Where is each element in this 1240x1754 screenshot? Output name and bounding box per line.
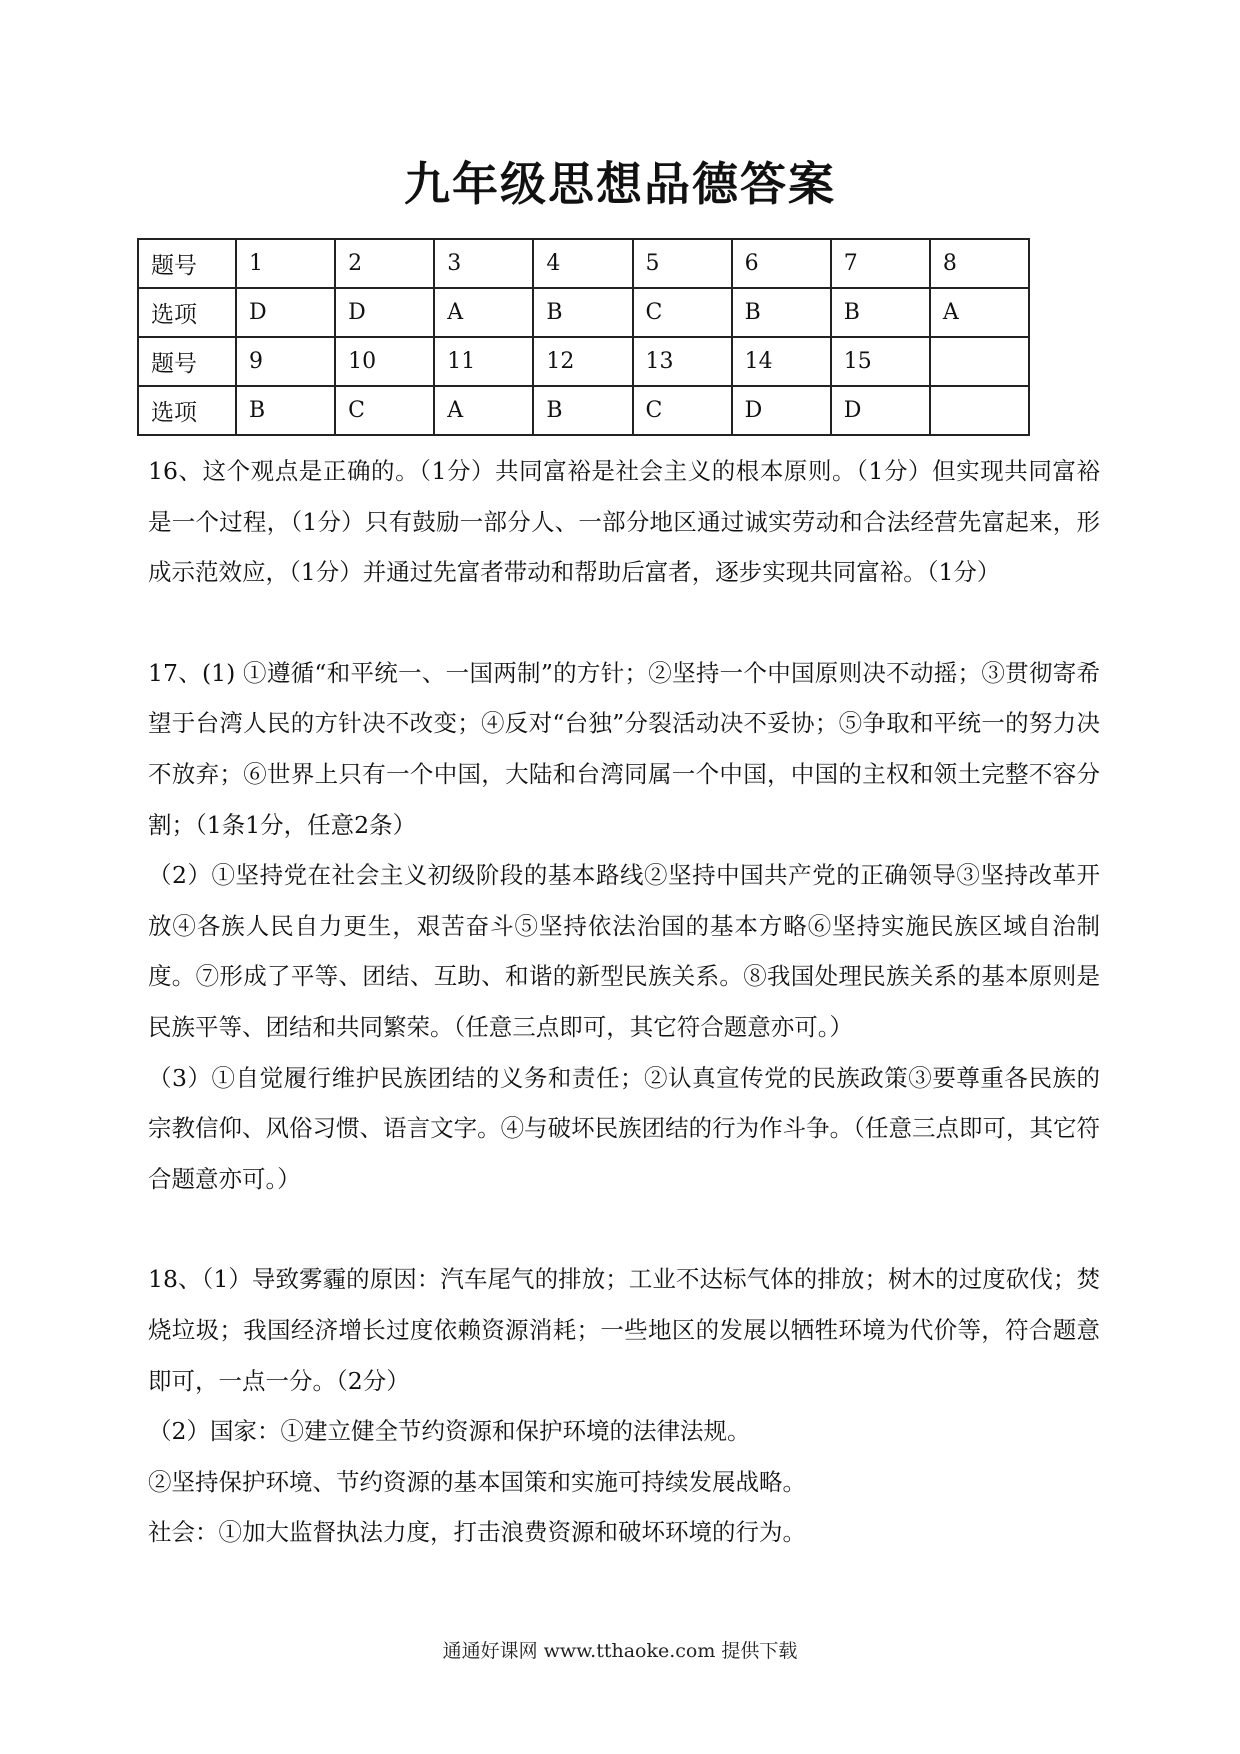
table-row-header: 题号: [138, 239, 236, 288]
table-row: [138, 386, 1029, 435]
table-cell: [930, 386, 1029, 435]
table-cell: B: [732, 288, 831, 337]
table-row: [138, 288, 1029, 337]
table-cell: B: [533, 386, 632, 435]
table-cell: A: [930, 288, 1029, 337]
table-cell: 11: [434, 337, 533, 386]
answer-q18-part3: ②坚持保护环境、节约资源的基本国策和实施可持续发展战略。: [148, 1467, 806, 1496]
table-cell: D: [236, 288, 335, 337]
footer-source: 通通好课网 www.tthaoke.com 提供下载: [442, 1640, 798, 1662]
table-row-header: 题号: [138, 337, 236, 386]
table-row: [138, 337, 1029, 386]
table-cell: C: [633, 386, 732, 435]
table-cell: 15: [831, 337, 930, 386]
table-cell: 4: [533, 239, 632, 288]
answer-table: [137, 238, 1030, 436]
table-cell: D: [732, 386, 831, 435]
answer-q17-part2: （2）①坚持党在社会主义初级阶段的基本路线②坚持中国共产党的正确领导③坚持改革开放④各族人民自力更生，艰苦奋斗⑤坚持依法治国的基本方略⑥坚持实施民族区域自治制度。⑦形成了平等、团结、互助、和谐的新型民族关系。⑧我国处理民族关系的基本原则是民族平等、团结和共同繁荣。（任意三点即可，其它符合题意亦可。）: [148, 861, 1100, 1041]
table-cell: A: [434, 288, 533, 337]
table-cell: 2: [335, 239, 434, 288]
table-cell: 3: [434, 239, 533, 288]
table-cell: 9: [236, 337, 335, 386]
answer-q17-part1: 17、(1) ①遵循“和平统一、一国两制”的方针；②坚持一个中国原则决不动摇；③贯彻寄希望于台湾人民的方针决不改变；④反对“台独”分裂活动决不妥协；⑤争取和平统一的努力决不放弃；⑥世界上只有一个中国，大陆和台湾同属一个中国，中国的主权和领土完整不容分割；（1条1分，任意2条）: [148, 658, 1100, 839]
table-cell: 14: [732, 337, 831, 386]
table-cell: [930, 337, 1029, 386]
table-cell: 10: [335, 337, 434, 386]
table-cell: 12: [533, 337, 632, 386]
table-row-header: 选项: [138, 288, 236, 337]
table-cell: D: [831, 386, 930, 435]
table-cell: D: [335, 288, 434, 337]
table-cell: 13: [633, 337, 732, 386]
answer-q16: 16、这个观点是正确的。（1分）共同富裕是社会主义的根本原则。（1分）但实现共同富裕是一个过程，（1分）只有鼓励一部分人、一部分地区通过诚实劳动和合法经营先富起来，形成示范效应，（1分）并通过先富者带动和帮助后富者，逐步实现共同富裕。（1分）: [148, 457, 1100, 587]
table-cell: 6: [732, 239, 831, 288]
table-cell: 5: [633, 239, 732, 288]
table-cell: C: [335, 386, 434, 435]
answer-q18-part4: 社会：①加大监督执法力度，打击浪费资源和破坏环境的行为。: [148, 1518, 806, 1547]
table-row-header: 选项: [138, 386, 236, 435]
table-cell: B: [533, 288, 632, 337]
page-title: 九年级思想品德答案: [404, 157, 836, 211]
table-row: [138, 239, 1029, 288]
table-cell: B: [831, 288, 930, 337]
table-cell: A: [434, 386, 533, 435]
table-cell: 7: [831, 239, 930, 288]
table-cell: B: [236, 386, 335, 435]
table-cell: 8: [930, 239, 1029, 288]
answer-body-text: [148, 446, 1100, 1558]
table-cell: C: [633, 288, 732, 337]
table-cell: 1: [236, 239, 335, 288]
answer-q18-part2: （2）国家：①建立健全节约资源和保护环境的法律法规。: [148, 1417, 751, 1446]
answer-q18-part1: 18、（1）导致雾霾的原因：汽车尾气的排放；工业不达标气体的排放；树木的过度砍伐；焚烧垃圾；我国经济增长过度依赖资源消耗；一些地区的发展以牺牲环境为代价等，符合题意即可，一点一分。（2分）: [148, 1265, 1100, 1395]
answer-q17-part3: （3）①自觉履行维护民族团结的义务和责任；②认真宣传党的民族政策③要尊重各民族的宗教信仰、风俗习惯、语言文字。④与破坏民族团结的行为作斗争。（任意三点即可，其它符合题意亦可。）: [148, 1063, 1100, 1193]
